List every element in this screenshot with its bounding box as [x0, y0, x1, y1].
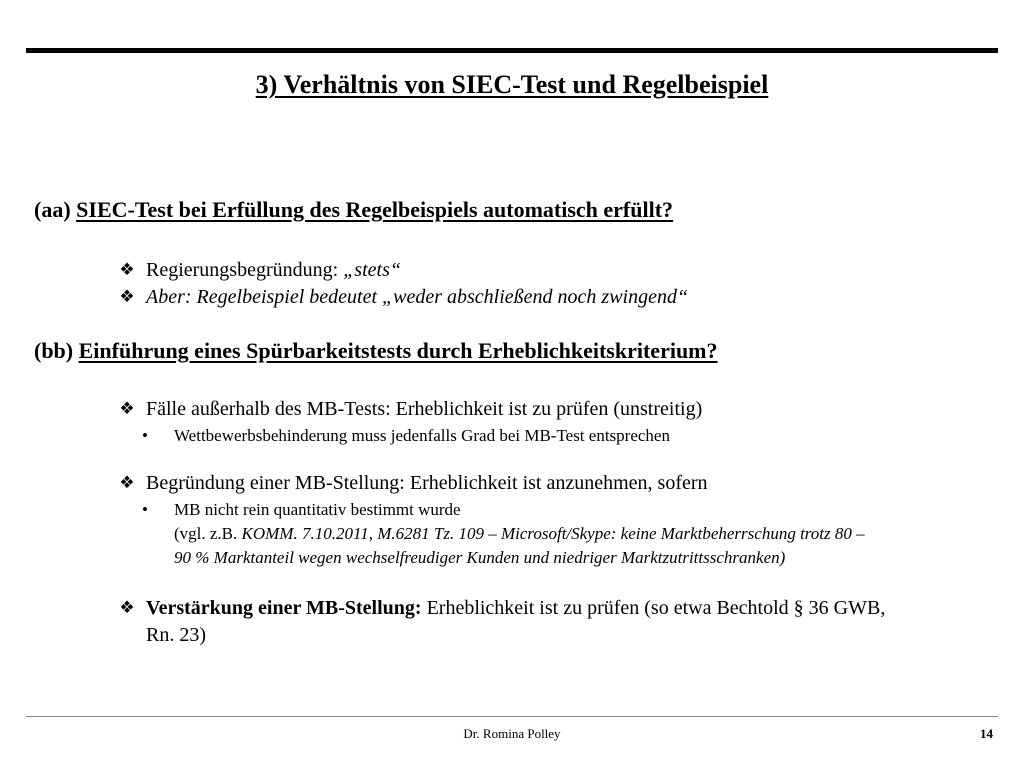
heading-aa-prefix: (aa)	[34, 197, 71, 222]
bullet-begruendung	[118, 472, 708, 495]
bullet-aber	[118, 286, 688, 309]
sub-bullet-wettbewerbsbehinderung	[142, 426, 670, 446]
bullet-regierungsbegruendung	[118, 259, 401, 282]
diamond-bullet-icon: ❖	[119, 598, 135, 617]
citation-line-1	[174, 524, 865, 544]
bullet-text: Fälle außerhalb des MB-Tests: Erheblichkeit ist zu prüfen (unstreitig)	[146, 398, 703, 420]
sub-bullet-mb-nicht-rein	[142, 500, 461, 520]
dot-bullet-icon: •	[142, 426, 148, 445]
citation-line-2	[174, 548, 785, 568]
bullet-text: Erheblichkeit ist zu prüfen (so etwa Bechtold § 36 GWB,	[421, 597, 886, 619]
diamond-bullet-icon: ❖	[119, 473, 135, 492]
diamond-bullet-icon: ❖	[119, 287, 135, 306]
bullet-label: Regierungsbegründung:	[146, 259, 344, 281]
bullet-text-line2: Rn. 23)	[146, 624, 206, 646]
top-rule	[26, 48, 998, 53]
bullet-bold: Verstärkung einer MB-Stellung:	[146, 597, 422, 619]
citation-text-1: KOMM. 7.10.2011, M.6281 Tz. 109 – Microsoft/Skype: keine Marktbeherrschung trotz 80 –	[241, 524, 865, 543]
page-number: 14	[980, 726, 993, 741]
footer-author: Dr. Romina Polley	[463, 726, 561, 741]
citation-text-2: 90 % Marktanteil wegen wechselfreudiger Kunden und niedriger Marktzutrittsschranken)	[174, 548, 786, 567]
bullet-text: Aber: Regelbeispiel bedeutet „weder abschließend noch zwingend“	[146, 286, 689, 308]
dot-bullet-icon: •	[142, 500, 148, 519]
bottom-rule	[26, 716, 998, 717]
citation-open: (vgl. z.B.	[174, 524, 242, 543]
heading-aa-text: SIEC-Test bei Erfüllung des Regelbeispiels automatisch erfüllt?	[76, 197, 674, 222]
diamond-bullet-icon: ❖	[119, 399, 135, 418]
bullet-verstaerkung-line2	[146, 624, 206, 647]
heading-bb	[34, 338, 718, 364]
slide-title: 3) Verhältnis von SIEC-Test und Regelbeispiel	[255, 70, 769, 99]
bullet-faelle-ausserhalb	[118, 398, 702, 421]
heading-aa	[34, 197, 673, 223]
bullet-verstaerkung	[118, 597, 885, 620]
bullet-text: Begründung einer MB-Stellung: Erheblichkeit ist anzunehmen, sofern	[146, 472, 708, 494]
sub-bullet-text: MB nicht rein quantitativ bestimmt wurde	[174, 500, 461, 519]
heading-bb-text: Einführung eines Spürbarkeitstests durch Erheblichkeitskriterium?	[78, 338, 718, 363]
diamond-bullet-icon: ❖	[119, 260, 135, 279]
sub-bullet-text: Wettbewerbsbehinderung muss jedenfalls Grad bei MB-Test entsprechen	[174, 426, 670, 445]
bullet-quote: „stets“	[343, 259, 401, 281]
heading-bb-prefix: (bb)	[34, 338, 74, 363]
